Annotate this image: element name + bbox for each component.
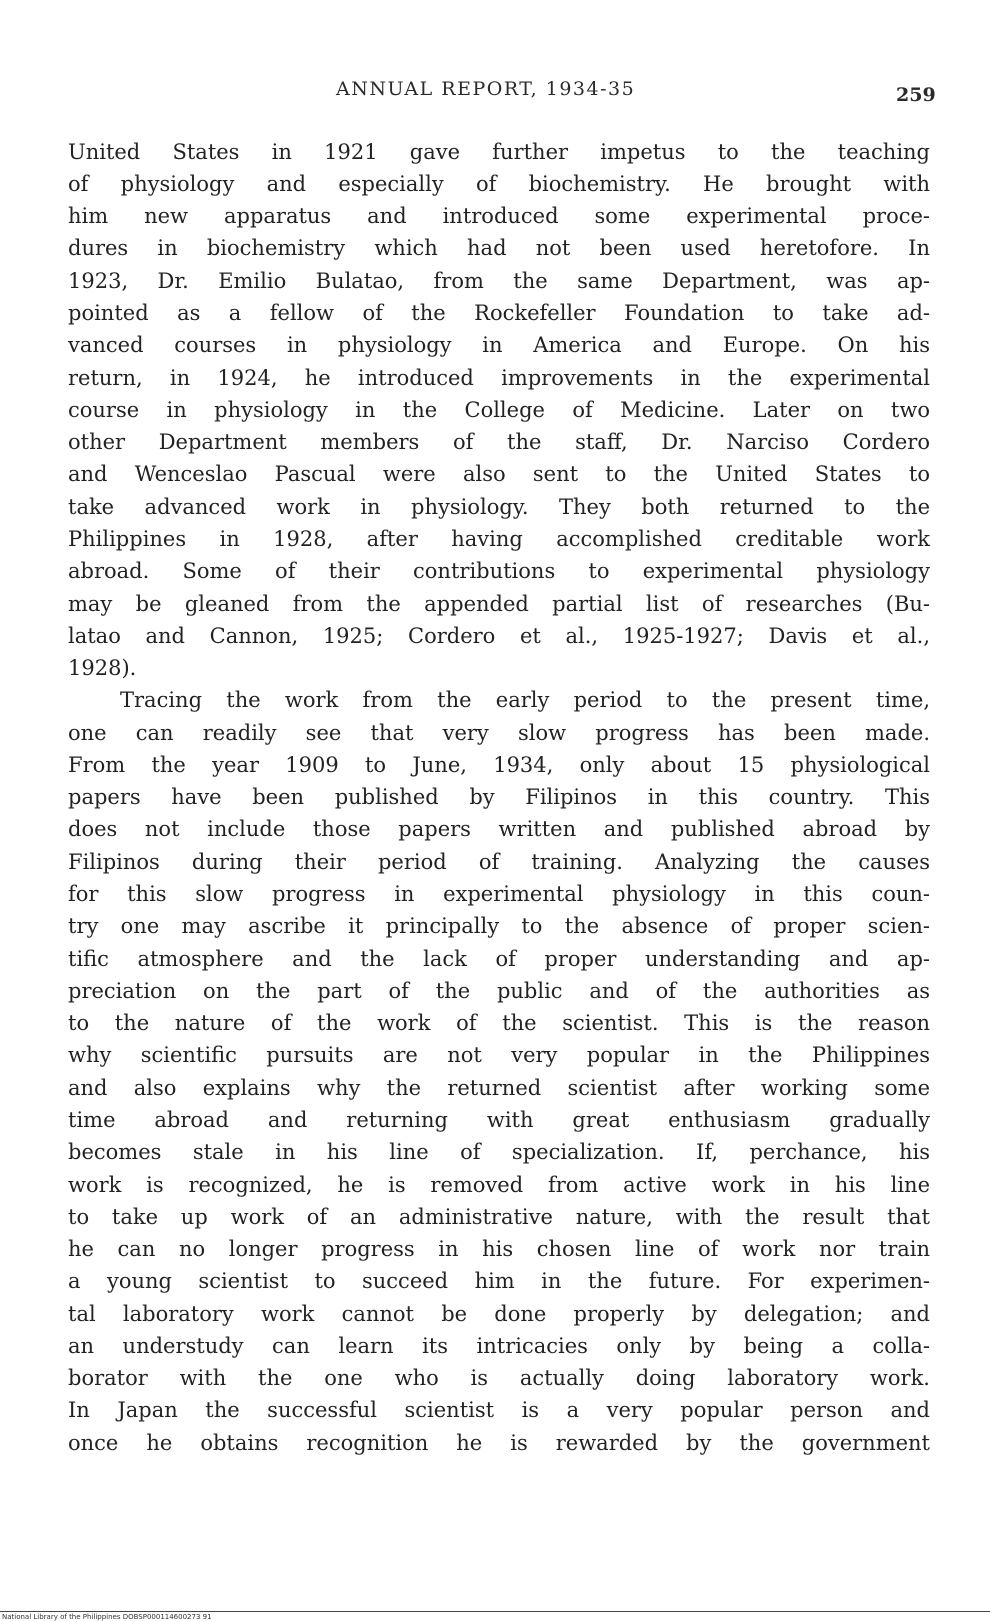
page-number: 259 <box>896 84 936 106</box>
text-line: In Japan the successful scientist is a very popular person and <box>68 1398 930 1422</box>
text-line: abroad. Some of their contributions to experimental physiology <box>68 559 930 583</box>
text-line: latao and Cannon, 1925; Cordero et al., 1925-1927; Davis et al., <box>68 624 930 648</box>
scan-footer: National Library of the Philippines DOBSP000114600273 91 <box>2 1613 212 1621</box>
text-line: vanced courses in physiology in America and Europe. On his <box>68 333 930 357</box>
text-line: time abroad and returning with great enthusiasm gradually <box>68 1108 930 1132</box>
text-line: for this slow progress in experimental physiology in this coun- <box>68 882 930 906</box>
text-line: to the nature of the work of the scientist. This is the reason <box>68 1011 930 1035</box>
text-line: preciation on the part of the public and of the authorities as <box>68 979 930 1003</box>
text-line: From the year 1909 to June, 1934, only about 15 physiological <box>68 753 930 777</box>
text-line: 1928). <box>68 656 137 680</box>
text-line: borator with the one who is actually doing laboratory work. <box>68 1366 930 1390</box>
paragraph-first-line: Tracing the work from the early period to the present time, <box>120 688 930 712</box>
text-line: he can no longer progress in his chosen line of work nor train <box>68 1237 930 1261</box>
text-line: Philippines in 1928, after having accomplished creditable work <box>68 527 930 551</box>
text-line: papers have been published by Filipinos in this country. This <box>68 785 930 809</box>
text-line: may be gleaned from the appended partial list of researches (Bu- <box>68 592 930 616</box>
text-line: try one may ascribe it principally to the absence of proper scien- <box>68 914 930 938</box>
text-line: United States in 1921 gave further impetus to the teaching <box>68 140 930 164</box>
text-line: to take up work of an administrative nature, with the result that <box>68 1205 930 1229</box>
footer-divider <box>0 1611 990 1612</box>
text-line: a young scientist to succeed him in the future. For experimen- <box>68 1269 930 1293</box>
text-line: 1923, Dr. Emilio Bulatao, from the same Department, was ap- <box>68 269 930 293</box>
text-line: once he obtains recognition he is rewarded by the government <box>68 1431 930 1455</box>
text-line: dures in biochemistry which had not been used heretofore. In <box>68 236 930 260</box>
text-line: take advanced work in physiology. They both returned to the <box>68 495 930 519</box>
text-line: course in physiology in the College of Medicine. Later on two <box>68 398 930 422</box>
text-line: other Department members of the staff, Dr. Narciso Cordero <box>68 430 930 454</box>
running-header: ANNUAL REPORT, 1934-35 <box>336 78 636 100</box>
text-line: why scientific pursuits are not very popular in the Philippines <box>68 1043 930 1067</box>
text-line: does not include those papers written and published abroad by <box>68 817 930 841</box>
text-line: one can readily see that very slow progress has been made. <box>68 721 930 745</box>
text-line: tific atmosphere and the lack of proper understanding and ap- <box>68 947 930 971</box>
text-line: Filipinos during their period of training. Analyzing the causes <box>68 850 930 874</box>
text-line: and also explains why the returned scientist after working some <box>68 1076 930 1100</box>
text-line: of physiology and especially of biochemistry. He brought with <box>68 172 930 196</box>
text-line: an understudy can learn its intricacies only by being a colla- <box>68 1334 930 1358</box>
text-line: work is recognized, he is removed from active work in his line <box>68 1173 930 1197</box>
text-line: him new apparatus and introduced some experimental proce- <box>68 204 930 228</box>
text-line: pointed as a fellow of the Rockefeller Foundation to take ad- <box>68 301 930 325</box>
text-line: and Wenceslao Pascual were also sent to the United States to <box>68 462 930 486</box>
text-line: becomes stale in his line of specialization. If, perchance, his <box>68 1140 930 1164</box>
text-line: tal laboratory work cannot be done properly by delegation; and <box>68 1302 930 1326</box>
text-line: return, in 1924, he introduced improvements in the experimental <box>68 366 930 390</box>
